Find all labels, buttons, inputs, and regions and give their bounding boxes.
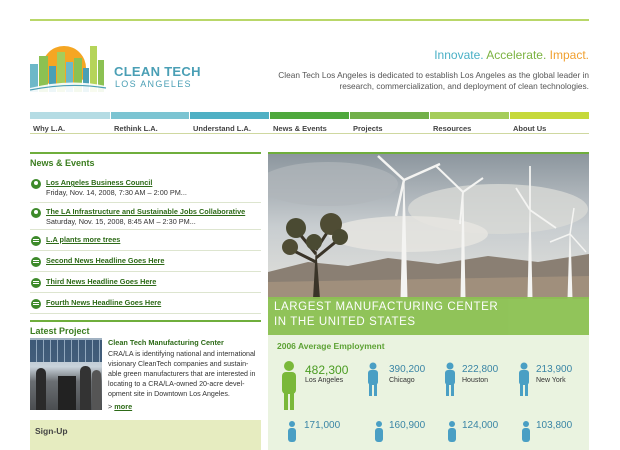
person-icon: [31, 179, 41, 189]
nav-color-bar: [510, 112, 589, 119]
more-prefix: >: [108, 402, 113, 411]
news-item-title[interactable]: Third News Headline Goes Here: [46, 277, 157, 286]
news-item[interactable]: [30, 272, 261, 293]
stat-value: 390,200: [389, 364, 426, 375]
document-icon: [31, 299, 41, 309]
person-icon: [31, 208, 41, 218]
nav-label: Resources: [433, 124, 472, 133]
logo-name-line1: CLEAN TECH: [114, 64, 201, 79]
nav-color-bar: [430, 112, 509, 119]
tagline-accelerate: Accelerate.: [486, 48, 547, 62]
site-logo[interactable]: [30, 44, 210, 96]
nav-label: News & Events: [273, 124, 327, 133]
nav-item-news-events[interactable]: [269, 112, 349, 134]
latest-project-heading: Latest Project: [30, 320, 261, 336]
news-item[interactable]: [30, 176, 261, 203]
nav-item-about-us[interactable]: [509, 112, 589, 134]
person-figure: [36, 368, 46, 410]
tagline-innovate: Innovate.: [434, 48, 484, 62]
nav-underline: [30, 133, 589, 134]
news-item[interactable]: [30, 203, 261, 230]
news-item-title[interactable]: Second News Headline Goes Here: [46, 256, 165, 265]
nav-color-bar: [270, 112, 349, 119]
person-silhouette-icon: [443, 362, 457, 396]
nav-item-why-la[interactable]: [30, 112, 110, 134]
feature-banner-line1: LARGEST MANUFACTURING CENTER: [274, 301, 499, 313]
nav-item-understand-la[interactable]: [189, 112, 269, 134]
person-figure: [92, 370, 101, 410]
feature-panel: [268, 152, 589, 450]
nav-label: Rethink L.A.: [114, 124, 158, 133]
document-icon: [31, 278, 41, 288]
nav-color-bar: [30, 112, 110, 119]
mission-statement: Clean Tech Los Angeles is dedicated to establish Los Angeles as the global leader in research, commercialization, and deployment of clean technologies.: [278, 70, 589, 91]
nav-label: Understand L.A.: [193, 124, 251, 133]
podium: [58, 376, 76, 410]
person-silhouette-icon: [520, 420, 532, 450]
document-icon: [31, 236, 41, 246]
stat-value: 482,300: [305, 363, 349, 377]
stat-value: 124,000: [462, 420, 499, 431]
feature-banner[interactable]: [268, 297, 589, 335]
news-item-date: Friday, Nov. 14, 2008, 7:30 AM – 2:00 PM...: [46, 188, 187, 197]
project-description: CRA/LA is identifying national and international visionary CleanTech companies and sustain-able green manufacturers that are interested in locating to a CRA/LA-owned 20-acre devel-opment site in Downtown Los Angeles.: [108, 350, 256, 398]
nav-label: About Us: [513, 124, 547, 133]
employment-title: 2006 Average Employment: [277, 341, 385, 351]
news-item-title[interactable]: The LA Infrastructure and Sustainable Jobs Collaborative: [46, 207, 246, 216]
news-item-title[interactable]: L.A plants more trees: [46, 235, 121, 244]
nav-item-resources[interactable]: [429, 112, 509, 134]
signup-label: Sign-Up: [35, 426, 68, 436]
person-silhouette-icon: [373, 420, 385, 450]
stat-value: 213,900: [536, 364, 573, 375]
signup-panel[interactable]: [30, 420, 261, 450]
person-silhouette-icon: [517, 362, 531, 396]
news-heading: News & Events: [30, 152, 261, 168]
nav-color-bar: [190, 112, 269, 119]
nav-label: Why L.A.: [33, 124, 66, 133]
more-link[interactable]: more: [114, 402, 133, 411]
person-silhouette-icon: [278, 360, 300, 410]
nav-item-rethink-la[interactable]: [110, 112, 189, 134]
news-item-title[interactable]: Fourth News Headline Goes Here: [46, 298, 162, 307]
stat-city: Chicago: [389, 377, 415, 384]
nav-color-bar: [111, 112, 189, 119]
nav-color-bar: [350, 112, 429, 119]
stat-value: 222,800: [462, 364, 499, 375]
news-item-title[interactable]: Los Angeles Business Council: [46, 178, 153, 187]
project-photo[interactable]: [30, 338, 102, 410]
feature-banner-line2: IN THE UNITED STATES: [274, 316, 416, 328]
person-silhouette-icon: [366, 362, 380, 396]
person-silhouette-icon: [446, 420, 458, 450]
news-item[interactable]: [30, 251, 261, 272]
project-title-link[interactable]: Clean Tech Manufacturing Center: [108, 338, 224, 347]
main-nav: [30, 112, 589, 134]
stat-city: New York: [536, 377, 566, 384]
document-icon: [31, 257, 41, 267]
tagline-impact: Impact.: [549, 48, 589, 62]
stat-value: 103,800: [536, 420, 573, 431]
stat-value: 160,900: [389, 420, 426, 431]
person-figure: [80, 366, 91, 410]
stat-city: Houston: [462, 377, 489, 384]
news-item-date: Saturday, Nov. 15, 2008, 8:45 AM – 2:30 PM...: [46, 217, 196, 226]
logo-name-line2: LOS ANGELES: [115, 79, 192, 89]
nav-item-projects[interactable]: [349, 112, 429, 134]
stat-city: Los Angeles: [305, 377, 344, 384]
solar-panels: [30, 340, 102, 362]
stat-value: 171,000: [304, 420, 341, 431]
person-silhouette-icon: [286, 420, 298, 450]
header-top-rule: [30, 19, 589, 21]
tagline: [434, 48, 589, 62]
news-item[interactable]: [30, 293, 261, 314]
wind-turbines-photo: [268, 154, 589, 299]
nav-label: Projects: [353, 124, 383, 133]
skyline-logo-icon: [30, 44, 112, 96]
project-more: [108, 402, 132, 411]
news-list: [30, 176, 261, 314]
news-item[interactable]: [30, 230, 261, 251]
